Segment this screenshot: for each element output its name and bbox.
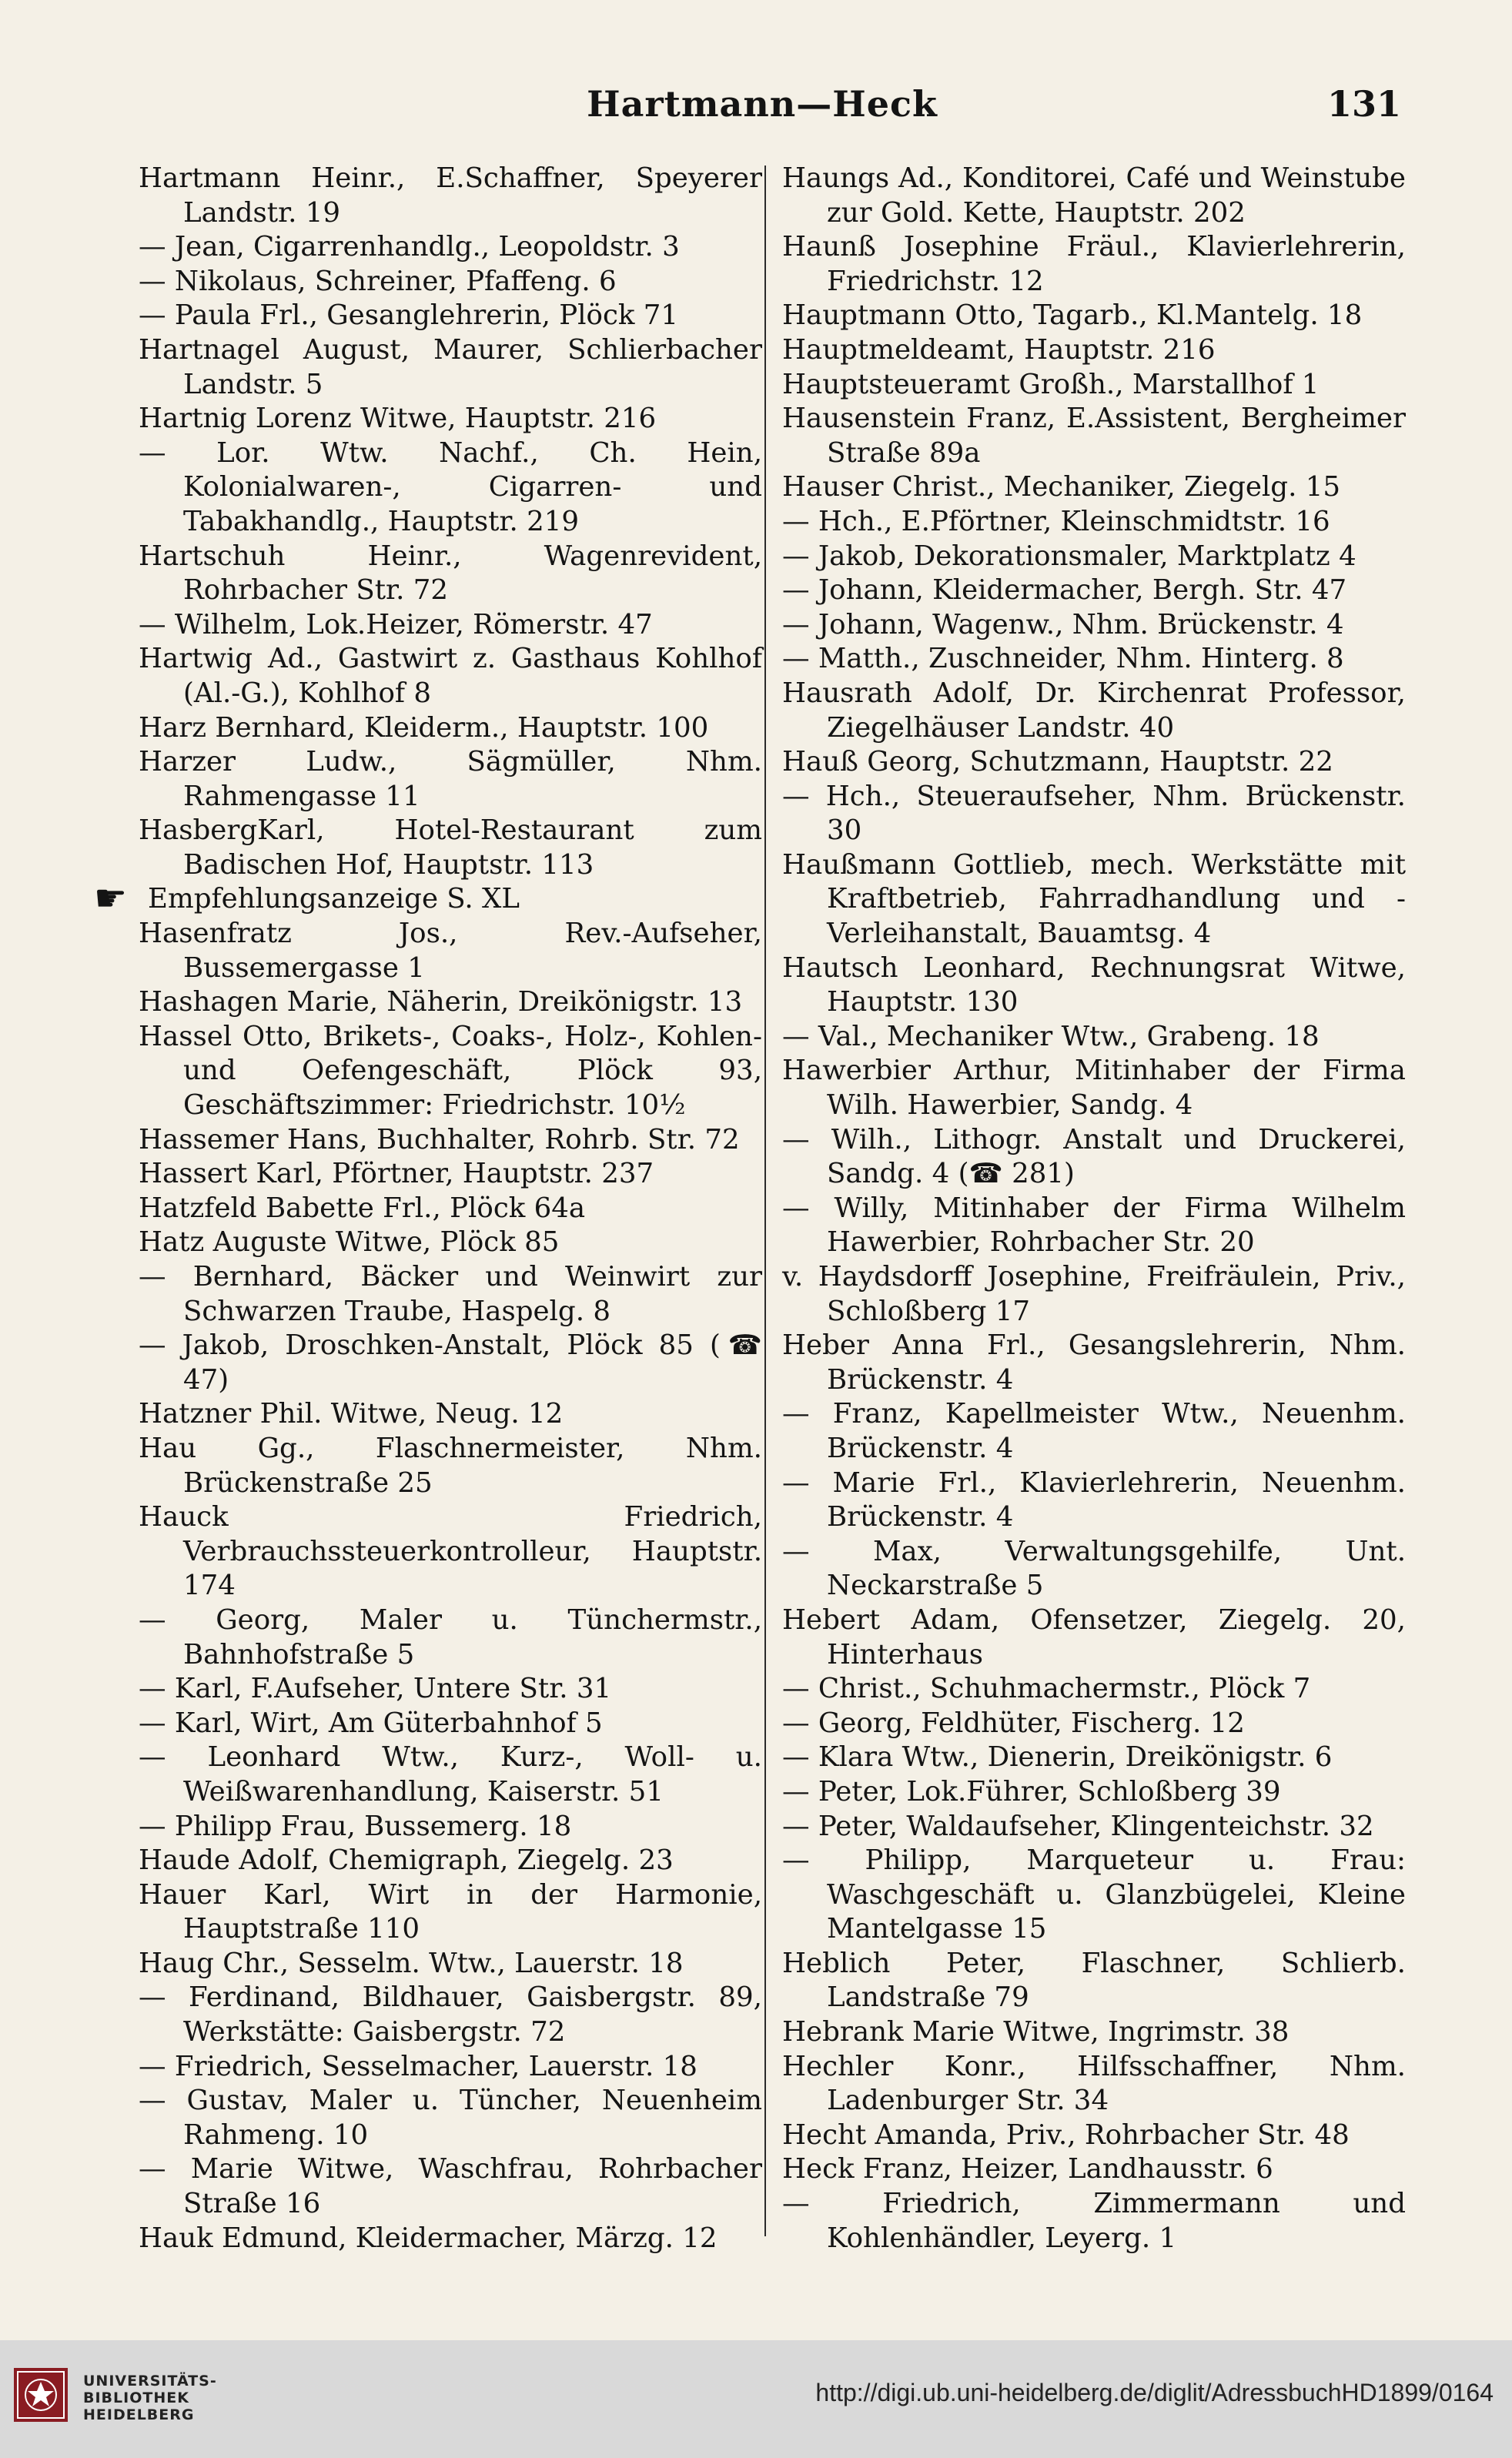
- directory-entry: — Johann, Wagenw., Nhm. Brückenstr. 4: [782, 608, 1344, 640]
- directory-entry: Haunß Josephine Fräul., Klavierlehrerin, Friedrichstr. 12: [782, 231, 1406, 297]
- directory-entry: — Matth., Zuschneider, Nhm. Hinterg. 8: [782, 643, 1344, 675]
- directory-entry: — Wilh., Lithogr. Anstalt und Druckerei, Sandg. 4 (☎ 281): [782, 1123, 1406, 1190]
- directory-entry: Haungs Ad., Konditorei, Café und Weinstube zur Gold. Kette, Hauptstr. 202: [782, 162, 1406, 229]
- directory-entry: Hawerbier Arthur, Mitinhaber der Firma Wilh. Hawerbier, Sandg. 4: [782, 1055, 1406, 1122]
- directory-entry: — Val., Mechaniker Wtw., Grabeng. 18: [782, 1020, 1320, 1052]
- directory-entry: — Ferdinand, Bildhauer, Gaisbergstr. 89, Werkstätte: Gaisbergstr. 72: [139, 1981, 762, 2048]
- directory-entry: Hasenfratz Jos., Rev.-Aufseher, Bussemergasse 1: [139, 918, 762, 984]
- directory-entry: — Wilhelm, Lok.Heizer, Römerstr. 47: [139, 608, 653, 640]
- directory-entry: Hassel Otto, Brikets-, Coaks-, Holz-, Kohlen- und Oefengeschäft, Plöck 93, Geschäftszimmer: Friedrichstr. 10½: [139, 1020, 762, 1122]
- directory-entry: v. Haydsdorff Josephine, Freifräulein, Priv., Schloßberg 17: [782, 1261, 1406, 1327]
- right-column: [782, 162, 1406, 2256]
- library-name: [83, 2373, 217, 2423]
- directory-entry: Hausrath Adolf, Dr. Kirchenrat Professor, Ziegelhäuser Landstr. 40: [782, 677, 1406, 744]
- directory-entry: Harzer Ludw., Sägmüller, Nhm. Rahmengasse 11: [139, 746, 762, 812]
- directory-entry: — Friedrich, Sesselmacher, Lauerstr. 18: [139, 2050, 697, 2082]
- directory-entry: — Jakob, Dekorationsmaler, Marktplatz 4: [782, 540, 1356, 572]
- advert-reference-text: Empfehlungsanzeige S. XL: [148, 883, 520, 915]
- directory-entry: Hassemer Hans, Buchhalter, Rohrb. Str. 72: [139, 1123, 740, 1155]
- directory-entry: Hatzner Phil. Witwe, Neug. 12: [139, 1398, 564, 1430]
- directory-entry: — Georg, Feldhüter, Fischerg. 12: [782, 1707, 1245, 1739]
- directory-entry: — Gustav, Maler u. Tüncher, Neuenheim Rahmeng. 10: [139, 2085, 762, 2151]
- directory-entry: Hecht Amanda, Priv., Rohrbacher Str. 48: [782, 2119, 1350, 2151]
- directory-entry: — Peter, Lok.Führer, Schloßberg 39: [782, 1775, 1281, 1808]
- directory-entry: — Klara Wtw., Dienerin, Dreikönigstr. 6: [782, 1741, 1333, 1774]
- directory-entry: — Philipp Frau, Bussemerg. 18: [139, 1810, 572, 1842]
- directory-entry: — Hch., E.Pförtner, Kleinschmidtstr. 16: [782, 505, 1330, 537]
- directory-entry: Hautsch Leonhard, Rechnungsrat Witwe, Hauptstr. 130: [782, 951, 1406, 1018]
- directory-entry: Hauck Friedrich, Verbrauchssteuerkontrolleur, Hauptstr. 174: [139, 1501, 762, 1602]
- source-url-link[interactable]: http://digi.ub.uni-heidelberg.de/diglit/AdressbuchHD1899/0164: [815, 2379, 1494, 2406]
- directory-entry: Hausenstein Franz, E.Assistent, Bergheimer Straße 89a: [782, 403, 1406, 469]
- directory-entry: — Philipp, Marqueteur u. Frau: Waschgeschäft u. Glanzbügelei, Kleine Mantelgasse 15: [782, 1844, 1406, 1945]
- directory-entry: — Johann, Kleidermacher, Bergh. Str. 47: [782, 574, 1347, 607]
- directory-entry: — Nikolaus, Schreiner, Pfaffeng. 6: [139, 265, 617, 297]
- directory-entry: Hebert Adam, Ofensetzer, Ziegelg. 20, Hinterhaus: [782, 1604, 1406, 1670]
- directory-entry: Hau Gg., Flaschnermeister, Nhm. Brückenstraße 25: [139, 1432, 762, 1499]
- column-divider: [764, 166, 766, 2236]
- directory-entry: Hatzfeld Babette Frl., Plöck 64a: [139, 1192, 586, 1224]
- library-name-line: HEIDELBERG: [83, 2406, 195, 2423]
- directory-entry: Hauser Christ., Mechaniker, Ziegelg. 15: [782, 471, 1340, 503]
- directory-entry: Hartnagel August, Maurer, Schlierbacher Landstr. 5: [139, 333, 762, 400]
- directory-entry: — Marie Witwe, Waschfrau, Rohrbacher Straße 16: [139, 2153, 762, 2220]
- directory-entry: — Leonhard Wtw., Kurz-, Woll- u. Weißwarenhandlung, Kaiserstr. 51: [139, 1741, 762, 1808]
- directory-entry: — Peter, Waldaufseher, Klingenteichstr. 32: [782, 1810, 1374, 1842]
- library-name-line: UNIVERSITÄTS-: [83, 2373, 217, 2389]
- directory-entry: Harz Bernhard, Kleiderm., Hauptstr. 100: [139, 711, 709, 744]
- left-column: [94, 162, 762, 2256]
- directory-entry: — Paula Frl., Gesanglehrerin, Plöck 71: [139, 299, 679, 332]
- directory-entry: — Friedrich, Zimmermann und Kohlenhändler, Leyerg. 1: [782, 2188, 1406, 2254]
- directory-entry: Hauer Karl, Wirt in der Harmonie, Hauptstraße 110: [139, 1878, 762, 1945]
- directory-entry: — Marie Frl., Klavierlehrerin, Neuenhm. Brückenstr. 4: [782, 1466, 1406, 1533]
- directory-entry: Haußmann Gottlieb, mech. Werkstätte mit Kraftbetrieb, Fahrradhandlung und -Verleihanstalt, Bauamtsg. 4: [782, 848, 1406, 950]
- directory-entry: Hatz Auguste Witwe, Plöck 85: [139, 1226, 560, 1259]
- page-title: Hartmann—Heck: [587, 83, 938, 125]
- directory-entry: Hartwig Ad., Gastwirt z. Gasthaus Kohlhof (Al.-G.), Kohlhof 8: [139, 643, 762, 709]
- directory-entry: Hebrank Marie Witwe, Ingrimstr. 38: [782, 2016, 1290, 2048]
- directory-entry: — Georg, Maler u. Tünchermstr., Bahnhofstraße 5: [139, 1604, 762, 1670]
- directory-entry: Hartnig Lorenz Witwe, Hauptstr. 216: [139, 403, 657, 435]
- directory-entry: Hauptmeldeamt, Hauptstr. 216: [782, 333, 1216, 366]
- directory-entry: Heblich Peter, Flaschner, Schlierb. Landstraße 79: [782, 1947, 1406, 2014]
- directory-entry: Hartschuh Heinr., Wagenrevident, Rohrbacher Str. 72: [139, 540, 762, 607]
- directory-entry: — Franz, Kapellmeister Wtw., Neuenhm. Brückenstr. 4: [782, 1398, 1406, 1464]
- page-number: 131: [1326, 83, 1401, 125]
- directory-entry: Hauk Edmund, Kleidermacher, Märzg. 12: [139, 2222, 718, 2254]
- directory-entry: HasbergKarl, Hotel-Restaurant zum Badischen Hof, Hauptstr. 113: [139, 814, 762, 881]
- directory-entry: Haug Chr., Sesselm. Wtw., Lauerstr. 18: [139, 1947, 684, 1979]
- directory-entry: — Jean, Cigarrenhandlg., Leopoldstr. 3: [139, 231, 680, 263]
- directory-entry: — Hch., Steueraufseher, Nhm. Brückenstr. 30: [782, 780, 1406, 847]
- directory-entry: — Karl, Wirt, Am Güterbahnhof 5: [139, 1707, 603, 1739]
- directory-entry: Haude Adolf, Chemigraph, Ziegelg. 23: [139, 1844, 674, 1877]
- directory-entry: Hassert Karl, Pförtner, Hauptstr. 237: [139, 1158, 654, 1190]
- directory-entry: — Max, Verwaltungsgehilfe, Unt. Neckarstraße 5: [782, 1535, 1406, 1602]
- library-name-line: BIBLIOTHEK: [83, 2389, 189, 2406]
- directory-entry: — Christ., Schuhmachermstr., Plöck 7: [782, 1673, 1311, 1705]
- directory-entry: — Lor. Wtw. Nachf., Ch. Hein, Kolonialwaren-, Cigarren- und Tabakhandlg., Hauptstr. 219: [139, 436, 762, 537]
- advert-reference: ☛ Empfehlungsanzeige S. XL: [94, 877, 520, 921]
- directory-entry: Hauptsteueramt Großh., Marstallhof 1: [782, 368, 1320, 400]
- directory-entry: — Bernhard, Bäcker und Weinwirt zur Schwarzen Traube, Haspelg. 8: [139, 1261, 762, 1327]
- directory-entry: Hauptmann Otto, Tagarb., Kl.Mantelg. 18: [782, 299, 1363, 332]
- directory-entry: — Willy, Mitinhaber der Firma Wilhelm Hawerbier, Rohrbacher Str. 20: [782, 1192, 1406, 1259]
- directory-entry: Hauß Georg, Schutzmann, Hauptstr. 22: [782, 746, 1333, 778]
- directory-entry: — Karl, F.Aufseher, Untere Str. 31: [139, 1673, 612, 1705]
- university-seal-icon: [14, 2368, 68, 2422]
- directory-entry: Heck Franz, Heizer, Landhausstr. 6: [782, 2153, 1273, 2185]
- directory-entry: Hashagen Marie, Näherin, Dreikönigstr. 13: [139, 986, 743, 1018]
- directory-entry: — Jakob, Droschken-Anstalt, Plöck 85 (☎ 47): [139, 1329, 762, 1396]
- page-header: [123, 83, 1401, 137]
- directory-entry: Hartmann Heinr., E.Schaffner, Speyerer Landstr. 19: [139, 162, 762, 229]
- footer-bar: [0, 2340, 1512, 2458]
- directory-entry: Heber Anna Frl., Gesangslehrerin, Nhm. Brückenstr. 4: [782, 1329, 1406, 1396]
- directory-entry: Hechler Konr., Hilfsschaffner, Nhm. Ladenburger Str. 34: [782, 2050, 1406, 2117]
